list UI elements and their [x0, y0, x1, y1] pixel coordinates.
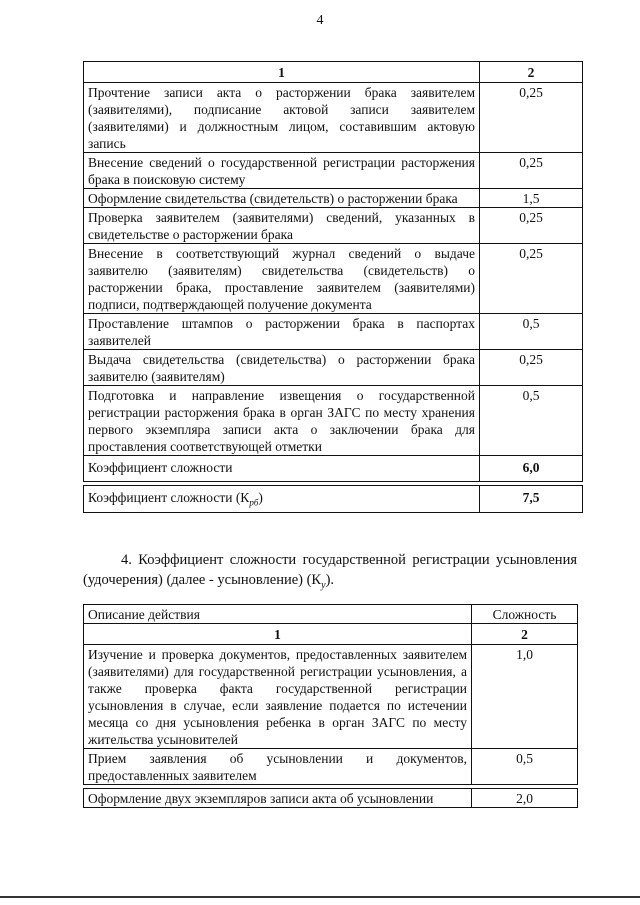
section-subscript: у: [321, 579, 326, 591]
table-row: [84, 645, 578, 749]
coefficient-subscript: рб: [249, 497, 259, 508]
divorce-complexity-table: [83, 61, 583, 513]
adoption-complexity-table: [83, 604, 578, 808]
complexity-value: 0,25: [480, 244, 583, 314]
action-description: Проверка заявителем (заявителями) сведений, указанных в свидетельстве о расторжении брака: [84, 208, 480, 244]
complexity-value: 1,5: [480, 189, 583, 208]
coefficient-value: 7,5: [480, 486, 583, 513]
table-row: [84, 789, 578, 808]
complexity-value: 0,25: [480, 83, 583, 153]
column-number-1: 1: [84, 62, 480, 83]
action-description: Прием заявления об усыновлении и документов, предоставленных заявителем: [84, 749, 472, 785]
coefficient-row: [84, 486, 583, 513]
column-number-2: 2: [472, 624, 578, 645]
table-row: [84, 153, 583, 189]
coefficient-label-close: ): [258, 490, 263, 505]
action-description: Внесение сведений о государственной регистрации расторжения брака в поисковую систему: [84, 153, 480, 189]
page-number: 4: [316, 13, 324, 28]
page-bottom-edge: [0, 896, 640, 898]
complexity-value: 0,5: [472, 749, 578, 785]
table-row: [84, 83, 583, 153]
section-text-close: ).: [325, 572, 335, 588]
table-row: [84, 386, 583, 456]
table-row: [84, 350, 583, 386]
table-row: [84, 208, 583, 244]
table-header-row: [84, 62, 583, 83]
complexity-value: 1,0: [472, 645, 578, 749]
section-number: 4.: [121, 552, 132, 568]
table-header-row: [84, 624, 578, 645]
action-description: Оформление свидетельства (свидетельств) о расторжении брака: [84, 189, 480, 208]
total-value: 6,0: [480, 456, 583, 482]
action-description: Внесение в соответствующий журнал сведений о выдаче заявителю (заявителям) свидетельства (свидетельств) о расторжении брака, проставление заявителем (заявителями) подписи, подтверждающей получение документа: [84, 244, 480, 314]
table-row: [84, 244, 583, 314]
complexity-value: 0,25: [480, 350, 583, 386]
table-row: [84, 189, 583, 208]
action-description: Проставление штампов о расторжении брака в паспортах заявителей: [84, 314, 480, 350]
section-paragraph: [83, 550, 577, 596]
action-description: Изучение и проверка документов, предоставленных заявителем (заявителями) для государственной регистрации усыновления, а также проверка факта государственной регистрации усыновления в случае, если заявление подается по истечении месяца со дня усыновления ребенка в орган ЗАГС по месту жительства усыновителей: [84, 645, 472, 749]
table-row: [84, 314, 583, 350]
column-title-complexity: Сложность: [472, 605, 578, 624]
complexity-value: 0,5: [480, 314, 583, 350]
action-description: Выдача свидетельства (свидетельства) о расторжении брака заявителю (заявителям): [84, 350, 480, 386]
complexity-value: 2,0: [472, 789, 578, 808]
coefficient-label: [84, 486, 480, 513]
column-titles-row: [84, 605, 578, 624]
complexity-value: 0,25: [480, 153, 583, 189]
column-number-2: 2: [480, 62, 583, 83]
column-title-description: Описание действия: [84, 605, 472, 624]
total-label: Коэффициент сложности: [84, 456, 480, 482]
total-row: [84, 456, 583, 482]
section-text: Коэффициент сложности государственной регистрации усыновления (удочерения) (далее - усыновление) (К: [83, 552, 577, 588]
complexity-value: 0,25: [480, 208, 583, 244]
action-description: Подготовка и направление извещения о государственной регистрации расторжения брака в орган ЗАГС по месту хранения первого экземпляра записи акта о заключении брака для проставления соответствующей отметки: [84, 386, 480, 456]
action-description: Оформление двух экземпляров записи акта об усыновлении: [84, 789, 472, 808]
complexity-value: 0,5: [480, 386, 583, 456]
coefficient-label-text: Коэффициент сложности (К: [88, 490, 250, 505]
table-row: [84, 749, 578, 785]
action-description: Прочтение записи акта о расторжении брака заявителем (заявителями), подписание актовой записи заявителем (заявителями) и должностным лицом, составившим актовую запись: [84, 83, 480, 153]
column-number-1: 1: [84, 624, 472, 645]
